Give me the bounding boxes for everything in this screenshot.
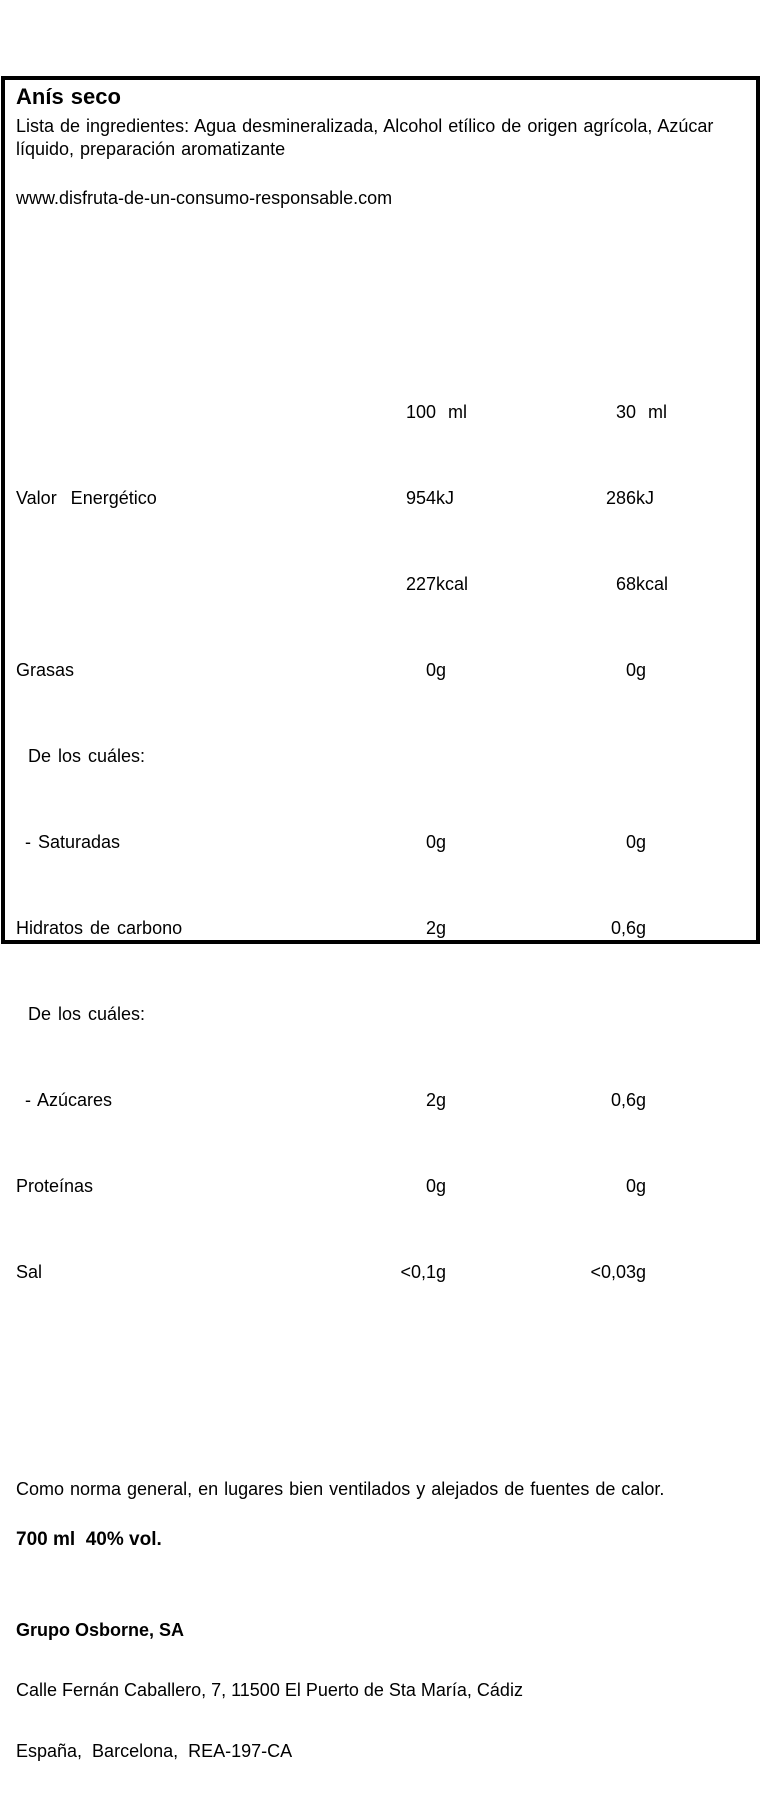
nutrition-row-saturates: - Saturadas 0 g 0 g (16, 831, 751, 854)
nutrition-row-carbohydrate: Hidratos de carbono 2 g 0,6 g (16, 917, 751, 940)
value-30ml: <0,03 g (590, 1262, 647, 1282)
value-30ml: 0 g (625, 660, 647, 680)
value-100ml: 0 g (425, 660, 447, 680)
value-30ml: 286 kJ (605, 488, 654, 508)
nutrition-row-salt: Sal <0,1 g <0,03 g (16, 1261, 751, 1284)
value-30ml: 0 g (625, 832, 647, 852)
nutrition-header-row (16, 401, 751, 424)
product-title: Anís seco (16, 84, 121, 109)
value-30ml: 0 g (625, 1176, 647, 1196)
nutrition-header-spacer (16, 401, 358, 424)
storage-note: Como norma general, en lugares bien ventilados y alejados de fuentes de calor. (16, 1479, 665, 1499)
nutrition-row-protein: Proteínas 0 g 0 g (16, 1175, 751, 1198)
ingredients-text: Lista de ingredientes: Agua desmineralizada, Alcohol etílico de origen agrícola, Azúcar líquido, preparación aromatizante (16, 116, 720, 159)
nutrition-row-fat: Grasas 0 g 0 g (16, 659, 751, 682)
nutrition-row-of-which-carb: De los cuáles: (28, 1004, 146, 1024)
value-30ml: 68 kcal (615, 574, 669, 594)
producer-name: Grupo Osborne, SA (16, 1620, 185, 1640)
nutrition-row-of-which-fat: De los cuáles: (28, 746, 146, 766)
value-100ml: <0,1 g (400, 1262, 447, 1282)
responsible-consumption-url: www.disfruta-de-un-consumo-responsable.com (16, 188, 393, 208)
column-header-100ml: 100 ml (405, 402, 467, 422)
value-100ml: 954 kJ (405, 488, 454, 508)
value-30ml: 0,6 g (610, 918, 647, 938)
value-100ml: 0 g (425, 832, 447, 852)
column-header-30ml: 30 ml (615, 402, 667, 422)
volume-abv: 700 ml 40% vol. (16, 1529, 162, 1550)
producer-block (16, 1582, 751, 1800)
nutrition-row-energy-kj: Valor Energético 954 kJ 286 kJ (16, 487, 751, 510)
value-100ml: 2 g (425, 1090, 447, 1110)
nutrition-table (16, 338, 751, 1347)
nutrition-row-energy-kcal (16, 573, 751, 596)
nutrition-row-sugars: - Azúcares 2 g 0,6 g (16, 1089, 751, 1112)
producer-address-line2: España, Barcelona, REA-197-CA (16, 1741, 293, 1761)
value-30ml: 0,6 g (610, 1090, 647, 1110)
value-100ml: 227 kcal (405, 574, 469, 594)
value-100ml: 2 g (425, 918, 447, 938)
producer-address-line1: Calle Fernán Caballero, 7, 11500 El Puerto de Sta María, Cádiz (16, 1680, 523, 1700)
value-100ml: 0 g (425, 1176, 447, 1196)
label-panel (1, 76, 760, 1761)
